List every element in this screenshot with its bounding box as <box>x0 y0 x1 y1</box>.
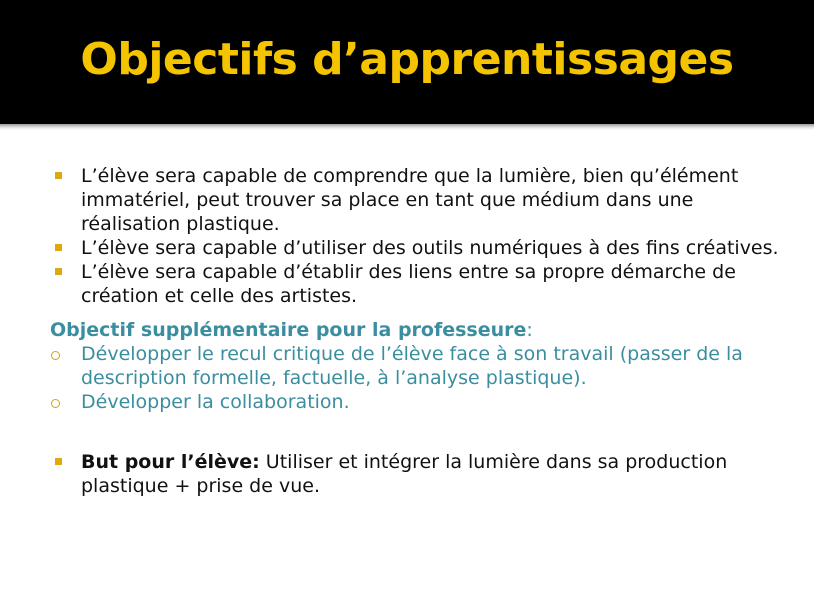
supplementary-item-1 <box>50 342 780 390</box>
objective-item-1 <box>50 164 780 236</box>
supplementary-heading-text: Objectif supplémentaire pour la professeure <box>50 319 527 341</box>
square-bullet-icon <box>55 268 62 275</box>
square-bullet-icon <box>55 458 62 465</box>
title-bar <box>0 0 814 124</box>
goal-item <box>50 450 780 498</box>
goal-text: Utiliser et intégrer la lumière dans sa production plastique + prise de vue. <box>81 451 728 497</box>
supplementary-text: Développer le recul critique de l’élève face à son travail (passer de la description formelle, factuelle, à l’analyse plastique). <box>81 343 743 389</box>
spacer <box>50 414 780 450</box>
supplementary-heading-colon: : <box>526 319 533 341</box>
slide-title: Objectifs d’apprentissages <box>80 34 734 85</box>
objective-text: L’élève sera capable d’établir des liens entre sa propre démarche de création et celle des artistes. <box>81 261 736 307</box>
title-divider <box>0 124 814 130</box>
supplementary-item-2 <box>50 390 780 414</box>
goal-label: But pour l’élève: <box>81 451 260 473</box>
objective-text: L’élève sera capable d’utiliser des outils numériques à des fins créatives. <box>81 237 779 259</box>
circle-bullet-icon <box>51 399 60 408</box>
square-bullet-icon <box>55 172 62 179</box>
square-bullet-icon <box>55 244 62 251</box>
slide-body <box>50 164 780 498</box>
supplementary-text: Développer la collaboration. <box>81 391 350 413</box>
circle-bullet-icon <box>51 351 60 360</box>
objective-item-2 <box>50 236 780 260</box>
objective-text: L’élève sera capable de comprendre que la lumière, bien qu’élément immatériel, peut trouver sa place en tant que médium dans une réalisation plastique. <box>81 165 739 235</box>
objective-item-3 <box>50 260 780 308</box>
supplementary-heading <box>50 318 780 342</box>
